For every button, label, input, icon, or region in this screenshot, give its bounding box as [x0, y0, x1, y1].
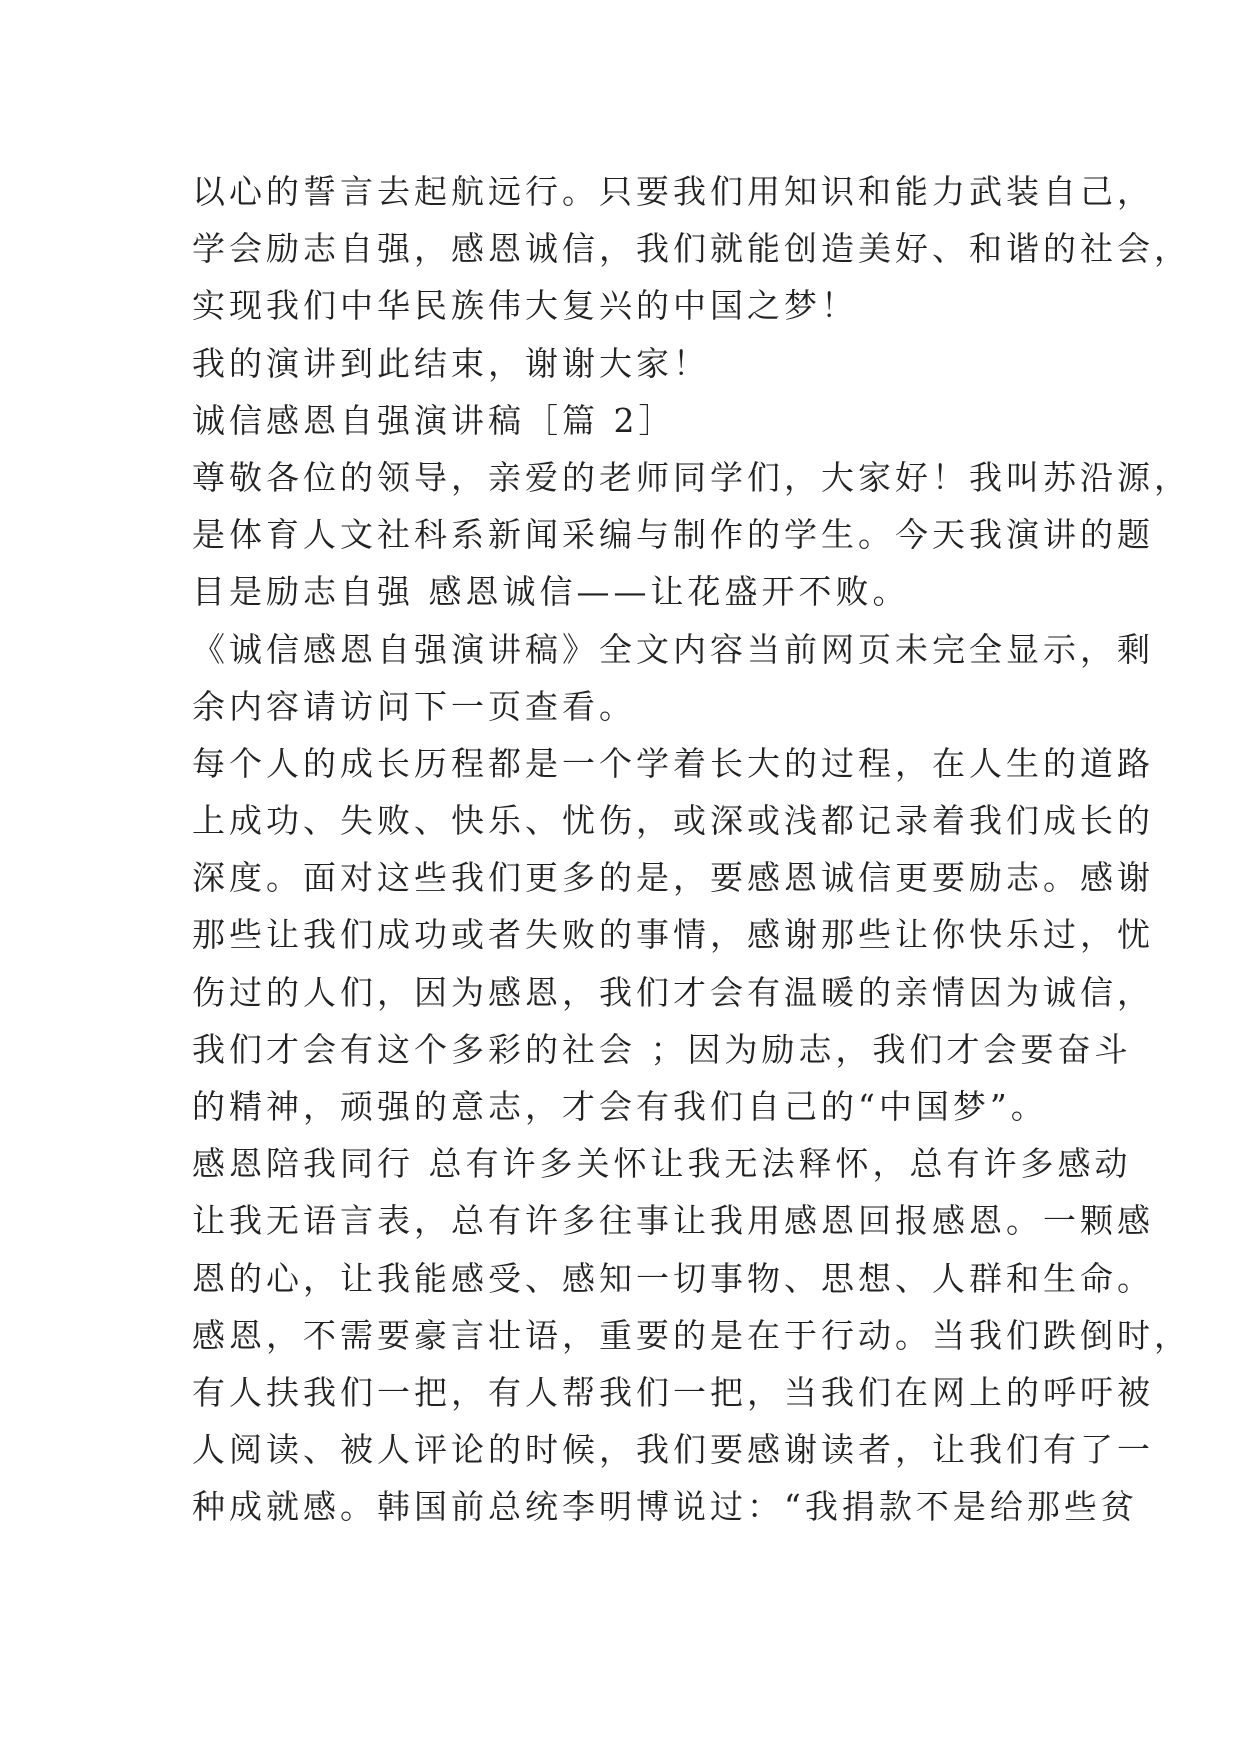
text-line: 我们才会有这个多彩的社会 ；因为励志，我们才会要奋斗 — [192, 1029, 1132, 1069]
text-line: 深度。面对这些我们更多的是，要感恩诚信更要励志。感谢 — [192, 858, 1154, 898]
text-line: 以心的誓言去起航远行。只要我们用知识和能力武装自己， — [192, 172, 1154, 211]
document-body — [192, 163, 1191, 1536]
text-line: 种成就感。韩国前总统李明博说过：“我捐款不是给那些贫 — [192, 1487, 1138, 1527]
section-heading: 诚信感恩自强演讲稿［篇 2］ — [192, 400, 676, 440]
text-line: 伤过的人们，因为感恩，我们才会有温暖的亲情因为诚信， — [192, 972, 1154, 1012]
text-line: 恩的心，让我能感受、感知一切事物、思想、人群和生命。 — [192, 1258, 1154, 1298]
text-line: 感恩陪我同行 总有许多关怀让我无法释怀，总有许多感动 — [192, 1144, 1132, 1184]
text-line: 每个人的成长历程都是一个学着长大的过程，在人生的道路 — [192, 743, 1154, 783]
text-line: 学会励志自强，感恩诚信，我们就能创造美好、和谐的社会， — [192, 229, 1191, 269]
text-line: 实现我们中华民族伟大复兴的中国之梦！ — [192, 286, 858, 326]
text-line: 有人扶我们一把，有人帮我们一把，当我们在网上的呼吁被 — [192, 1372, 1154, 1412]
text-line: 我的演讲到此结束，谢谢大家！ — [192, 343, 710, 383]
text-line: 上成功、失败、快乐、忧伤，或深或浅都记录着我们成长的 — [192, 801, 1154, 841]
text-line: 那些让我们成功或者失败的事情，感谢那些让你快乐过，忧 — [192, 915, 1154, 955]
text-line: 感恩，不需要豪言壮语，重要的是在于行动。当我们跌倒时， — [192, 1315, 1191, 1355]
text-line: 的精神，顽强的意志，才会有我们自己的“中国梦”。 — [192, 1087, 1048, 1126]
text-line: 是体育人文社科系新闻采编与制作的学生。今天我演讲的题 — [192, 515, 1154, 555]
text-line: 《诚信感恩自强演讲稿》全文内容当前网页未完全显示，剩 — [192, 629, 1154, 669]
text-line: 目是励志自强 感恩诚信——让花盛开不败。 — [192, 572, 910, 612]
text-line: 尊敬各位的领导，亲爱的老师同学们，大家好！我叫苏沿源， — [192, 457, 1191, 497]
text-line: 人阅读、被人评论的时候，我们要感谢读者，让我们有了一 — [192, 1430, 1154, 1470]
text-line: 余内容请访问下一页查看。 — [192, 686, 636, 726]
text-line: 让我无语言表，总有许多往事让我用感恩回报感恩。一颗感 — [192, 1201, 1154, 1241]
